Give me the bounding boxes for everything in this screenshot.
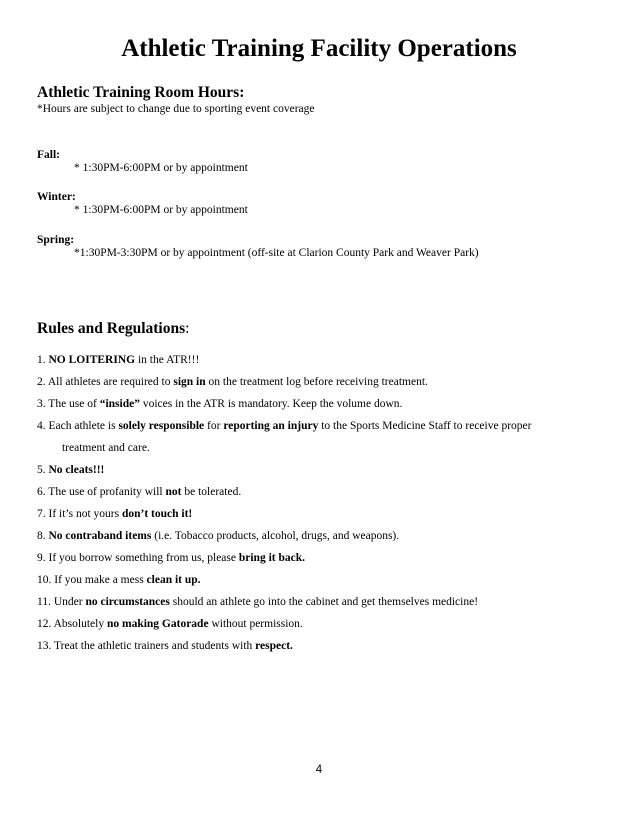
rule-text: 13. Treat the athletic trainers and students with <box>37 640 256 652</box>
rule-emphasis: No contraband items <box>48 530 152 542</box>
rule-item-9 <box>37 552 305 564</box>
rule-item-2 <box>37 376 428 388</box>
season-spring-label: Spring: <box>37 234 75 246</box>
rule-emphasis: no circumstances <box>85 596 170 608</box>
rule-emphasis: solely responsible <box>118 420 205 432</box>
hours-heading: Athletic Training Room Hours: <box>37 84 245 101</box>
rule-item-13 <box>37 640 293 652</box>
rule-item-7 <box>37 508 192 520</box>
rule-item-1 <box>37 354 199 366</box>
rules-heading-colon: : <box>185 320 190 337</box>
season-fall-label: Fall: <box>37 149 60 161</box>
rule-emphasis: don’t touch it! <box>121 508 193 520</box>
rule-item-4-continuation: treatment and care. <box>62 442 150 454</box>
rule-text: for <box>204 420 224 432</box>
rule-item-11 <box>37 596 478 608</box>
season-spring-detail: *1:30PM-3:30PM or by appointment (off-site at Clarion County Park and Weaver Park) <box>74 247 479 259</box>
rule-item-5 <box>37 464 104 476</box>
rule-text: 10. If you make a mess <box>37 574 147 586</box>
rule-text: 5. <box>37 464 49 476</box>
rule-emphasis: “inside” <box>99 398 140 410</box>
rule-text: to the Sports Medicine Staff to receive proper <box>318 420 532 432</box>
rule-item-10 <box>37 574 201 586</box>
rules-heading <box>37 320 189 338</box>
rule-text: on the treatment log before receiving treatment. <box>205 376 428 388</box>
rule-text: in the ATR!!! <box>135 354 200 366</box>
rule-text: voices in the ATR is mandatory. Keep the volume down. <box>139 398 403 410</box>
rule-item-6 <box>37 486 241 498</box>
rule-text: 11. Under <box>37 596 86 608</box>
rule-item-3 <box>37 398 402 410</box>
rule-text: without permission. <box>208 618 303 630</box>
hours-note: *Hours are subject to change due to sporting event coverage <box>37 103 315 115</box>
rule-emphasis: clean it up. <box>146 574 201 586</box>
rule-text: 6. The use of profanity will <box>37 486 166 498</box>
rule-text: 2. All athletes are required to <box>37 376 174 388</box>
rule-item-8 <box>37 530 399 542</box>
season-winter-detail: * 1:30PM-6:00PM or by appointment <box>74 204 248 216</box>
rules-heading-text: Rules and Regulations <box>37 320 186 337</box>
rule-emphasis: no making Gatorade <box>106 618 209 630</box>
rule-text: 3. The use of <box>37 398 100 410</box>
season-winter-label: Winter: <box>37 191 76 203</box>
rule-text: 12. Absolutely <box>37 618 107 630</box>
rule-emphasis: No cleats!!! <box>48 464 105 476</box>
rule-text: 8. <box>37 530 49 542</box>
rule-text: should an athlete go into the cabinet and get themselves medicine! <box>169 596 479 608</box>
rule-emphasis: NO LOITERING <box>48 354 136 366</box>
page-number: 4 <box>315 764 323 776</box>
rule-text: (i.e. Tobacco products, alcohol, drugs, and weapons). <box>151 530 400 542</box>
rule-item-12 <box>37 618 303 630</box>
rule-text: 1. <box>37 354 49 366</box>
page-title: Athletic Training Facility Operations <box>121 35 517 62</box>
rule-text: 4. Each athlete is <box>37 420 119 432</box>
rule-emphasis: respect. <box>255 640 293 652</box>
season-fall-detail: * 1:30PM-6:00PM or by appointment <box>74 162 248 174</box>
rule-emphasis: reporting an injury <box>223 420 319 432</box>
rule-text: 7. If it’s not yours <box>37 508 122 520</box>
rule-emphasis: bring it back. <box>238 552 305 564</box>
rule-emphasis: not <box>165 486 182 498</box>
rule-text: 9. If you borrow something from us, please <box>37 552 239 564</box>
rule-emphasis: sign in <box>173 376 206 388</box>
rule-text: be tolerated. <box>181 486 242 498</box>
rule-item-4 <box>37 420 531 432</box>
